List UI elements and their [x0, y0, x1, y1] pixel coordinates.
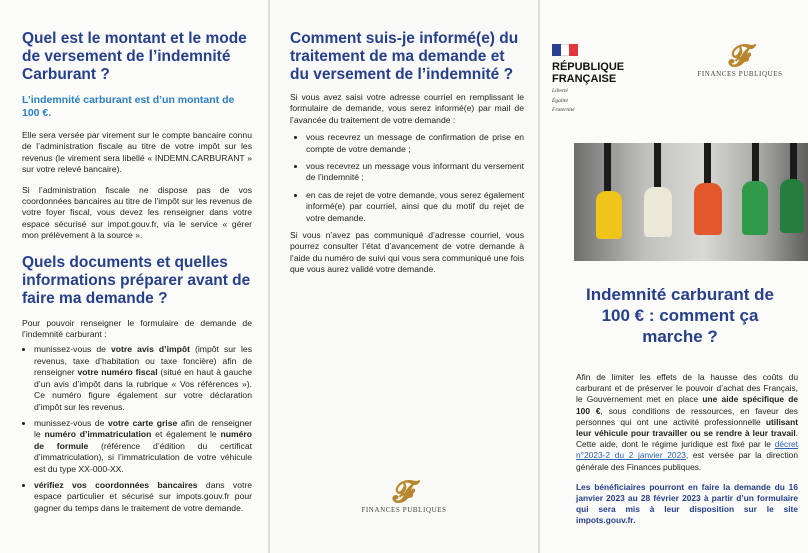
paragraph-presentation: Afin de limiter les effets de la hausse des coûts du carburant et de préserver le pouvoir d’achat des Français, le Gouvernement met en place une aide spécifique de 100 €, sous conditions de ressources, en faveur des personnes qui ont une activité professionnelle utilisant leur véhicule pour travailler ou se rendre à leur travail. Cette aide, dont le régime juridique est fixé par le décret n°2023-2 du 2 janvier 2023, est versée par la direction générale des Finances publiques.	[576, 372, 798, 472]
paragraph-dates-demande: Les bénéficiaires pourront en faire la demande du 16 janvier 2023 au 28 février 2023 à partir d’un formulaire qui sera mis à leur disposition sur le site impots.gouv.fr.	[576, 481, 798, 526]
panel-right-cover	[540, 0, 808, 553]
finances-publiques-logo: 𝓕 FINANCES PUBLIQUES	[690, 44, 790, 78]
cover-body	[576, 372, 798, 536]
finances-publiques-logo: 𝓕 FINANCES PUBLIQUES	[270, 480, 538, 514]
paragraph-intro-documents: Pour pouvoir renseigner le formulaire de demande de l’indemnité carburant :	[22, 317, 252, 340]
paragraph-virement: Elle sera versée par virement sur le compte bancaire connu de l’administration fiscale au titre de votre impôt sur les revenus (le virement sera libellé « INDEMN.CARBURANT » sur votre relevé bancaire).	[22, 130, 252, 175]
list-item: • vous recevrez un message vous informant du versement de l’indemnité ;	[306, 161, 524, 184]
list-item: • en cas de rejet de votre demande, vous serez également informé(e) par courriel, ainsi que du motif du rejet de votre demande.	[306, 190, 524, 224]
paragraph-suivi: Si vous n’avez pas communiqué d’adresse courriel, vous pourrez consulter l’état d’avancement de votre demande à l’aide du numéro de suivi qui vous sera communiqué une fois que vous aurez validé votre demande.	[290, 230, 524, 275]
documents-list	[22, 344, 252, 514]
paragraph-courriel: Si vous avez saisi votre adresse courriel en remplissant le formulaire de demande, vous serez informé(e) par mail de l’avancée du traitement de votre demande :	[290, 92, 524, 125]
notifications-list	[290, 132, 524, 224]
paragraph-coordonnees: Si l’administration fiscale ne dispose pas de vos coordonnées bancaires au titre de l’impôt sur les revenus de votre foyer fiscal, vous devez les renseigner dans votre espace sécurisé sur impot.gouv.fr, via le service « gérer mon prélèvement à la source ».	[22, 184, 252, 241]
republique-francaise-logo: RÉPUBLIQUE FRANÇAISE Liberté Égalité Fraternité	[552, 44, 642, 114]
heading-montant: Quel est le montant et le mode de versement de l’indemnité Carburant ?	[22, 30, 247, 83]
heading-information: Comment suis-je informé(e) du traitement de ma demande et du versement de l’indemnité ?	[290, 30, 519, 83]
finances-publiques-mark-icon: 𝓕	[392, 476, 416, 509]
cover-title: Indemnité carburant de 100 € : comment ça marche ?	[586, 285, 774, 346]
finances-publiques-mark-icon: 𝓕	[728, 40, 752, 73]
list-item: • munissez-vous de votre avis d’impôt (impôt sur les revenus, taxe d’habitation ou taxe foncière) afin de renseigner votre numéro fiscal (situé en haut à gauche d’un avis d’impôt dans la rubrique « Vos références »). Ce numéro figure également sur votre déclaration d’impôt sur les revenus.	[34, 344, 252, 412]
french-flag-icon	[552, 44, 578, 56]
fuel-pump-nozzles-photo	[574, 143, 808, 261]
heading-documents: Quels documents et quelles informations préparer avant de faire ma demande ?	[22, 253, 251, 307]
list-item: • vous recevrez un message de confirmation de prise en compte de votre demande ;	[306, 132, 524, 155]
list-item: • vérifiez vos coordonnées bancaires dans votre espace particulier et sécurisé sur impots.gouv.fr pour gagner du temps dans le traitement de votre demande.	[34, 480, 252, 514]
lead-montant: L’indemnité carburant est d’un montant de 100 €.	[22, 94, 235, 119]
list-item: • munissez-vous de votre carte grise afin de renseigner le numéro d’immatriculation et également le numéro de formule (référence d’édition du certificat d’immatriculation), si l’immatriculation de votre véhicule est du type XX-000-XX.	[34, 418, 252, 475]
panel-left	[0, 0, 268, 553]
decret-link[interactable]: décret n°2023-2 du 2 janvier 2023	[576, 439, 798, 461]
panel-middle	[270, 0, 538, 553]
